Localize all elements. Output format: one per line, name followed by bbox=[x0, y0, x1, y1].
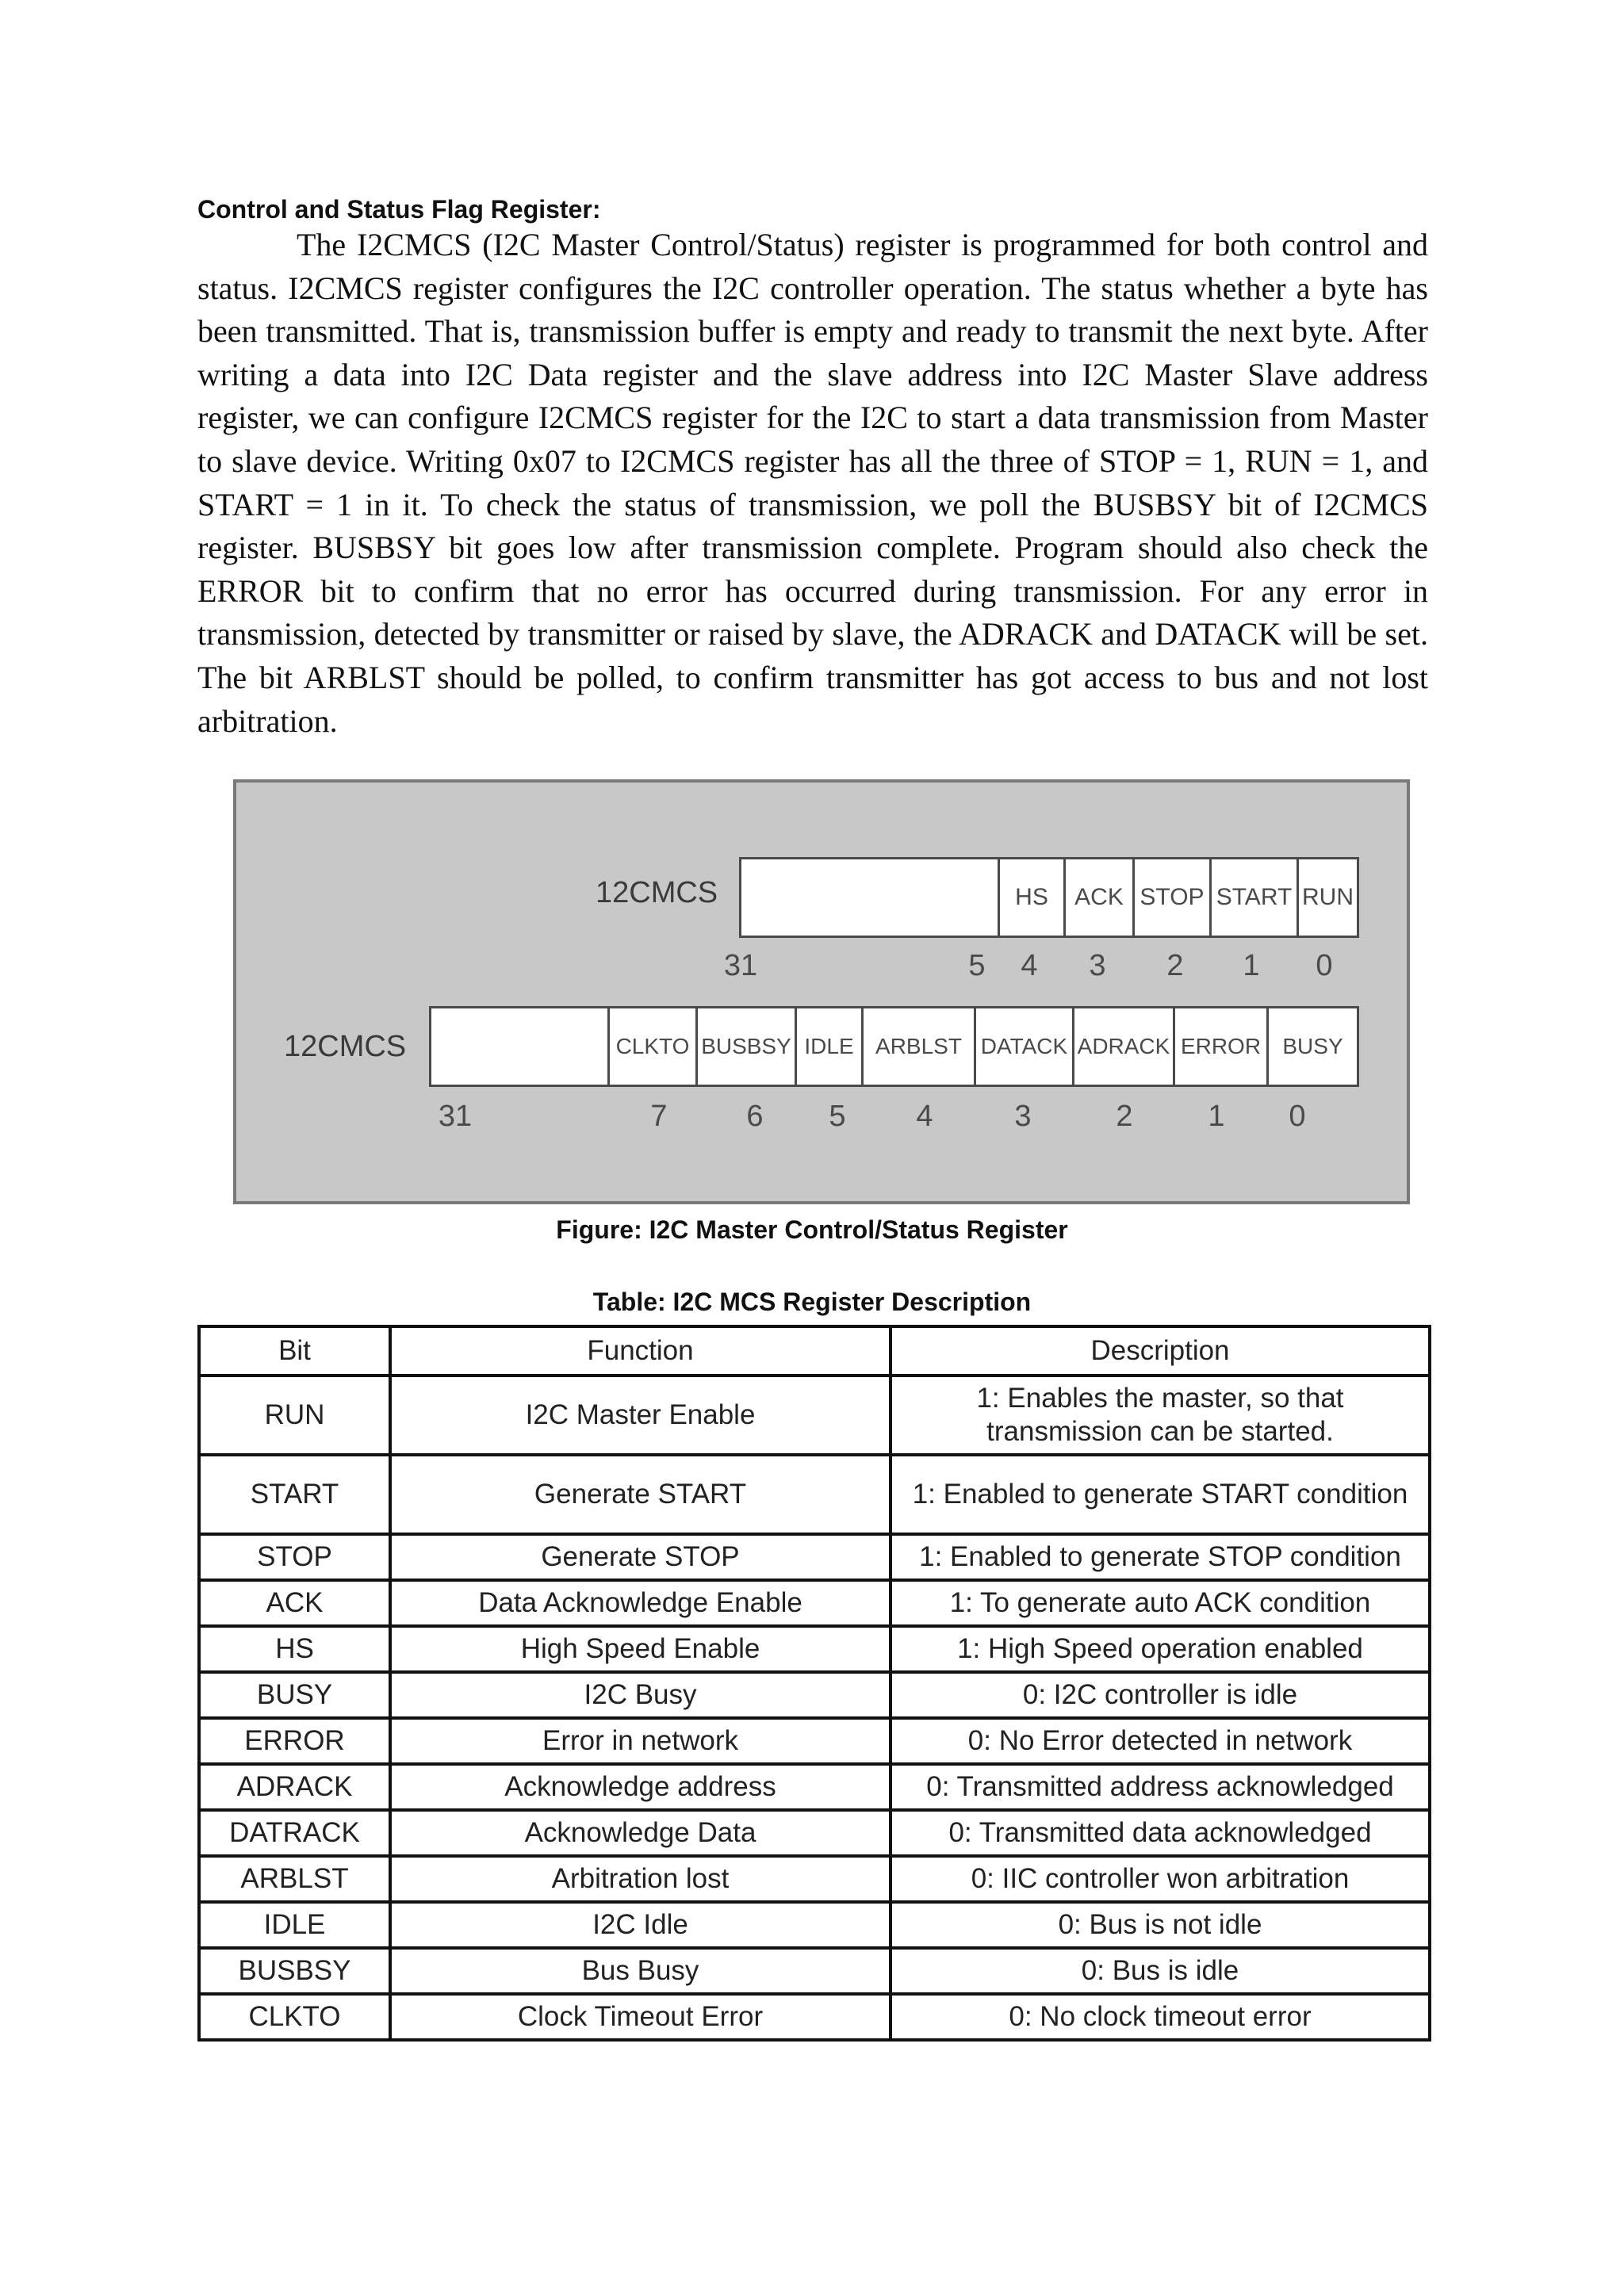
cell-bit: CLKTO bbox=[199, 1994, 390, 2040]
status-field-busbsy: BUSBSY bbox=[695, 1008, 795, 1085]
header-description: Description bbox=[891, 1326, 1430, 1376]
register-diagram bbox=[233, 779, 1410, 1204]
table-row bbox=[199, 1902, 1430, 1948]
cell-description: 1: Enabled to generate STOP condition bbox=[891, 1534, 1430, 1580]
status-field-datack: DATACK bbox=[974, 1008, 1072, 1085]
status-register-label: 12CMCS bbox=[284, 1030, 407, 1063]
cell-bit: ERROR bbox=[199, 1718, 390, 1764]
control-field-hs: HS bbox=[998, 859, 1063, 936]
cell-description: 0: No Error detected in network bbox=[891, 1718, 1430, 1764]
cell-function: Error in network bbox=[390, 1718, 891, 1764]
register-description-table bbox=[197, 1325, 1431, 2042]
status-bit-3: 3 bbox=[1014, 1100, 1032, 1133]
cell-description: 0: Transmitted address acknowledged bbox=[891, 1764, 1430, 1810]
table-row bbox=[199, 1672, 1430, 1718]
table-header-row bbox=[199, 1326, 1430, 1376]
cell-bit: IDLE bbox=[199, 1902, 390, 1948]
cell-function: Bus Busy bbox=[390, 1948, 891, 1994]
table-caption: Table: I2C MCS Register Description bbox=[592, 1288, 1032, 1316]
status-field-arblst: ARBLST bbox=[861, 1008, 974, 1085]
control-register-label: 12CMCS bbox=[596, 876, 718, 909]
control-bit-1: 1 bbox=[1243, 949, 1260, 982]
cell-bit: BUSBSY bbox=[199, 1948, 390, 1994]
cell-description: 0: I2C controller is idle bbox=[891, 1672, 1430, 1718]
status-field-idle: IDLE bbox=[795, 1008, 861, 1085]
cell-description: 1: Enabled to generate START condition bbox=[891, 1455, 1430, 1534]
cell-description: 0: Bus is idle bbox=[891, 1948, 1430, 1994]
status-field-error: ERROR bbox=[1173, 1008, 1266, 1085]
table-row bbox=[199, 1455, 1430, 1534]
table-row bbox=[199, 1810, 1430, 1856]
table-row bbox=[199, 1856, 1430, 1902]
control-bit-0: 0 bbox=[1316, 949, 1333, 982]
status-bit-5: 5 bbox=[829, 1100, 846, 1133]
status-bit-2: 2 bbox=[1116, 1100, 1133, 1133]
cell-function: Acknowledge Data bbox=[390, 1810, 891, 1856]
control-register-box bbox=[739, 857, 1359, 938]
control-bit-5: 5 bbox=[968, 949, 986, 982]
status-bit-31: 31 bbox=[438, 1100, 473, 1133]
cell-bit: STOP bbox=[199, 1534, 390, 1580]
control-field-ack: ACK bbox=[1063, 859, 1132, 936]
table-row bbox=[199, 1948, 1430, 1994]
cell-function: I2C Busy bbox=[390, 1672, 891, 1718]
cell-function: Acknowledge address bbox=[390, 1764, 891, 1810]
control-field-run: RUN bbox=[1297, 859, 1357, 936]
cell-function: Generate START bbox=[390, 1455, 891, 1534]
cell-description: 0: Transmitted data acknowledged bbox=[891, 1810, 1430, 1856]
control-bit-31: 31 bbox=[723, 949, 758, 982]
cell-description: 0: Bus is not idle bbox=[891, 1902, 1430, 1948]
control-bit-3: 3 bbox=[1089, 949, 1106, 982]
status-bit-4: 4 bbox=[916, 1100, 933, 1133]
control-field-stop: STOP bbox=[1132, 859, 1209, 936]
cell-function: I2C Idle bbox=[390, 1902, 891, 1948]
cell-description: 0: No clock timeout error bbox=[891, 1994, 1430, 2040]
control-bit-4: 4 bbox=[1021, 949, 1038, 982]
cell-function: I2C Master Enable bbox=[390, 1376, 891, 1455]
table-row bbox=[199, 1994, 1430, 2040]
cell-description: 1: Enables the master, so that transmission can be started. bbox=[891, 1376, 1430, 1455]
cell-bit: RUN bbox=[199, 1376, 390, 1455]
cell-bit: BUSY bbox=[199, 1672, 390, 1718]
table-row bbox=[199, 1534, 1430, 1580]
cell-bit: START bbox=[199, 1455, 390, 1534]
status-field-clkto: CLKTO bbox=[607, 1008, 695, 1085]
status-field-busy: BUSY bbox=[1266, 1008, 1357, 1085]
cell-function: Clock Timeout Error bbox=[390, 1994, 891, 2040]
cell-function: Arbitration lost bbox=[390, 1856, 891, 1902]
status-bit-6: 6 bbox=[746, 1100, 764, 1133]
table-row bbox=[199, 1764, 1430, 1810]
cell-description: 1: High Speed operation enabled bbox=[891, 1626, 1430, 1672]
header-bit: Bit bbox=[199, 1326, 390, 1376]
table-row bbox=[199, 1626, 1430, 1672]
figure-caption: Figure: I2C Master Control/Status Register bbox=[556, 1215, 1068, 1244]
body-paragraph bbox=[197, 224, 1428, 743]
cell-bit: ADRACK bbox=[199, 1764, 390, 1810]
control-bit-2: 2 bbox=[1166, 949, 1184, 982]
table-row bbox=[199, 1718, 1430, 1764]
cell-bit: DATRACK bbox=[199, 1810, 390, 1856]
cell-function: High Speed Enable bbox=[390, 1626, 891, 1672]
cell-function: Generate STOP bbox=[390, 1534, 891, 1580]
status-bit-7: 7 bbox=[650, 1100, 668, 1133]
section-heading: Control and Status Flag Register: bbox=[197, 195, 601, 224]
cell-description: 0: IIC controller won arbitration bbox=[891, 1856, 1430, 1902]
cell-bit: ARBLST bbox=[199, 1856, 390, 1902]
cell-bit: ACK bbox=[199, 1580, 390, 1626]
status-bit-0: 0 bbox=[1289, 1100, 1306, 1133]
cell-function: Data Acknowledge Enable bbox=[390, 1580, 891, 1626]
cell-description: 1: To generate auto ACK condition bbox=[891, 1580, 1430, 1626]
status-register-box bbox=[429, 1006, 1359, 1087]
paragraph-text: The I2CMCS (I2C Master Control/Status) register is programmed for both control and status. I2CMCS register configures the I2C controller operation. The status whether a byte has been transmitted. That is, transmission buffer is empty and ready to transmit the next byte. After writing a data into I2C Data register and the slave address into I2C Master Slave address register, we can configure I2CMCS register for the I2C to start a data transmission from Master to slave device. Writing 0x07 to I2CMCS register has all the three of STOP = 1, RUN = 1, and START = 1 in it. To check the status of transmission, we poll the BUSBSY bit of I2CMCS register. BUSBSY bit goes low after transmission complete. Program should also check the ERROR bit to confirm that no error has occurred during transmission. For any error in transmission, detected by transmitter or raised by slave, the ADRACK and DATACK will be set. The bit ARBLST should be polled, to confirm transmitter has got access to bus and not lost arbitration. bbox=[197, 227, 1428, 739]
cell-bit: HS bbox=[199, 1626, 390, 1672]
control-field-start: START bbox=[1209, 859, 1297, 936]
header-function: Function bbox=[390, 1326, 891, 1376]
status-bit-1: 1 bbox=[1208, 1100, 1225, 1133]
table-row bbox=[199, 1376, 1430, 1455]
status-field-adrack: ADRACK bbox=[1072, 1008, 1173, 1085]
table-row bbox=[199, 1580, 1430, 1626]
